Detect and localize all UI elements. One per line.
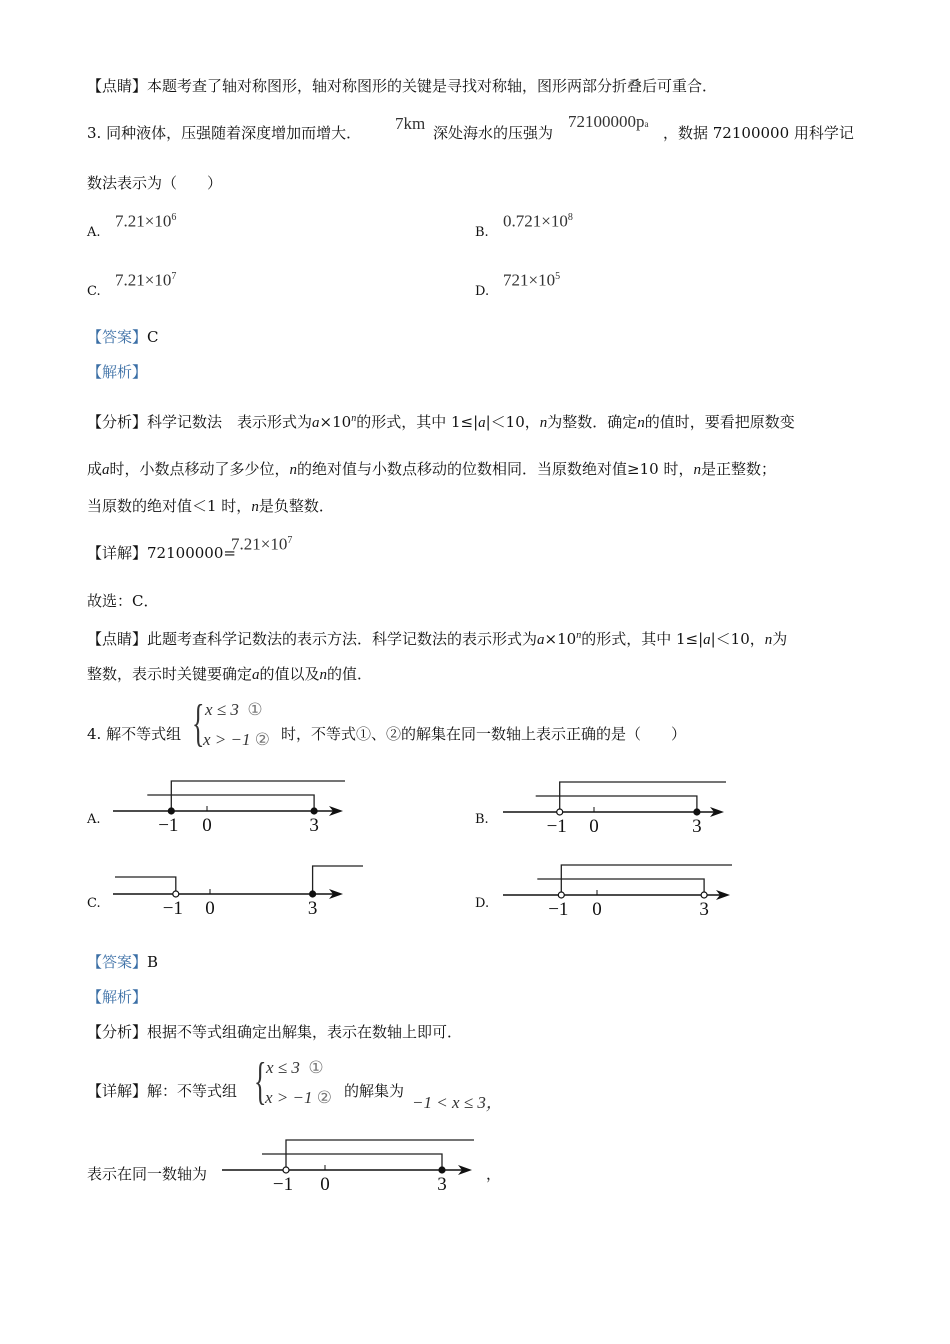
pressure-unit-sub: a — [644, 119, 649, 129]
tick-label-p3: 3 — [307, 898, 318, 919]
tick-label-m1: −1 — [272, 1174, 294, 1195]
text-run: n — [351, 413, 357, 424]
text-run: 的形式，其中 1≤| — [356, 413, 479, 431]
question-number: 3. — [87, 124, 102, 142]
q4-answer — [87, 952, 158, 972]
text-run: 的形式，其中 1≤| — [581, 630, 704, 648]
pressure-unit: p — [636, 112, 645, 131]
open-point-three — [701, 892, 707, 898]
tick-label-m1: −1 — [546, 816, 567, 837]
text-run: x > −1 — [203, 730, 251, 749]
q4-detail-ineq1 — [266, 1058, 324, 1078]
text-run: n — [764, 632, 773, 648]
tick-label-m1: −1 — [548, 899, 569, 920]
text-run: 72100000= — [147, 544, 236, 562]
option-letter-c: C. — [87, 896, 101, 911]
open-point-minus-one — [173, 891, 179, 897]
ray-less-equal-three — [537, 879, 704, 895]
answer-value: C — [147, 328, 159, 346]
q4-fenxi — [87, 1022, 462, 1042]
text-run: 4. — [87, 725, 102, 743]
text-run: 为 — [772, 630, 788, 648]
tip-tag: 【点睛】 — [87, 77, 148, 95]
q3-stem — [87, 123, 361, 143]
arrow-icon — [458, 1165, 472, 1175]
tick-label-p3: 3 — [692, 816, 702, 837]
open-point-minus-one — [283, 1167, 289, 1173]
text-run: 7.21×10 — [231, 534, 288, 554]
text-run: 【分析】 — [87, 413, 148, 431]
stem-text-4: 数法表示为（ ） — [87, 174, 223, 192]
text-run: 的值时，要看把原数变 — [644, 413, 795, 431]
text-run: 科学记数法 表示形式为 — [147, 413, 313, 431]
text-run: −1 < x ≤ 3 — [412, 1093, 486, 1112]
text-run: 此题考查科学记数法的表示方法．科学记数法的表示形式为 — [147, 630, 538, 648]
text-run: a — [703, 632, 711, 648]
option-base: 0.721×10 — [503, 211, 568, 231]
ray-less-equal-three — [536, 796, 697, 812]
q4-stem — [87, 724, 181, 744]
q4-stem-2: 时，不等式①、②的解集在同一数轴上表示正确的是（ ） — [281, 725, 687, 743]
text-run: B — [147, 953, 159, 971]
q3-detail — [87, 543, 236, 563]
option-letter: A. — [87, 225, 101, 240]
text-run: 解：不等式组 — [147, 1082, 238, 1100]
text-run: x ≤ 3 — [266, 1058, 300, 1077]
answer-tag: 【答案】 — [87, 328, 148, 346]
text-run: 解不等式组 — [106, 725, 182, 743]
brace-icon: { — [254, 1053, 267, 1110]
tick-label-m1: −1 — [162, 898, 183, 919]
tick-label-zero: 0 — [202, 815, 212, 836]
ray-greater-than-minus-one — [561, 865, 732, 895]
text-run: ① — [308, 1058, 324, 1077]
option-exp: 7 — [171, 271, 177, 282]
option-exp: 6 — [171, 212, 177, 223]
q4-axis-text: 表示在同一数轴为 — [87, 1165, 208, 1183]
tip-text: 本题考查了轴对称图形，轴对称图形的关键是寻找对称轴，图形两部分折叠后可重合． — [147, 77, 718, 95]
q3-tip-line1 — [87, 626, 787, 650]
pressure-value — [568, 112, 649, 134]
ray-left-of-minus-one — [115, 877, 176, 894]
tick-label-m1: −1 — [158, 815, 179, 836]
text-run: 的绝对值与小数点移动的位数相同．当原数绝对值≥10 时， — [297, 460, 694, 478]
q4-axis-comma: ， — [486, 1165, 502, 1183]
q3-fenxi-line2 — [87, 459, 776, 480]
option-exp: 5 — [555, 271, 561, 282]
tick-label-zero: 0 — [592, 899, 602, 920]
text-run: 【答案】 — [87, 953, 148, 971]
stem-text-3: ，数据 72100000 用科学记 — [663, 124, 854, 142]
text-run: 7 — [287, 535, 293, 546]
text-run: 是负整数． — [258, 497, 334, 515]
text-run: 的值以及 — [259, 665, 320, 683]
text-run: a — [478, 415, 486, 431]
q4-analysis-tag: 【解析】 — [87, 988, 148, 1006]
text-run: ② — [254, 730, 270, 749]
text-run: |＜10， — [710, 630, 765, 648]
text-run: n — [637, 415, 645, 431]
q4-detail — [87, 1081, 237, 1101]
option-letter-d: D. — [475, 896, 490, 911]
text-run: a — [312, 415, 320, 431]
ray-right-of-three — [313, 866, 363, 894]
depth-value: 7km — [395, 114, 426, 133]
option-letter-a: A. — [87, 812, 101, 827]
closed-point-three — [439, 1167, 445, 1173]
ray-greater-than-minus-one — [286, 1140, 474, 1170]
text-run: n — [289, 462, 298, 478]
text-run: ， — [485, 1093, 503, 1112]
closed-point-three — [694, 809, 700, 815]
text-run: a — [537, 632, 545, 648]
ray-less-equal-three — [262, 1154, 442, 1170]
option-letter: B. — [475, 225, 489, 240]
option-letter: D. — [475, 284, 490, 299]
text-run: x ≤ 3 — [205, 700, 239, 719]
text-run: n — [251, 499, 259, 515]
tick-label-p3: 3 — [437, 1174, 447, 1195]
option-base: 7.21×10 — [115, 270, 172, 290]
text-run: 【详解】 — [87, 544, 148, 562]
arrow-icon — [329, 889, 343, 899]
text-run: 【分析】 — [87, 1023, 148, 1041]
closed-point-three — [311, 808, 317, 814]
q4-ineq2 — [203, 730, 270, 750]
text-run: x > −1 — [265, 1088, 313, 1107]
text-run: ×10 — [319, 413, 352, 431]
text-run: 是正整数； — [700, 460, 776, 478]
text-run: 根据不等式组确定出解集，表示在数轴上即可． — [147, 1023, 463, 1041]
q4-detail-ineq2 — [265, 1088, 332, 1108]
analysis-tag: 【解析】 — [87, 363, 148, 381]
q2-tip — [87, 76, 717, 96]
pressure-number: 72100000 — [568, 112, 636, 131]
ray-greater-than-minus-one — [560, 782, 726, 812]
text-run: n — [576, 630, 582, 641]
text-run: n — [693, 462, 701, 478]
option-letter-b: B. — [475, 812, 489, 827]
q3-detail-result — [231, 531, 292, 555]
text-run: 【点睛】 — [87, 630, 148, 648]
ray-less-equal-three — [147, 795, 314, 811]
closed-point-three — [310, 891, 316, 897]
tick-label-p3: 3 — [699, 899, 709, 920]
text-run: ×10 — [544, 630, 577, 648]
option-exp: 8 — [567, 212, 573, 223]
q4-solution — [412, 1093, 503, 1113]
q3-fenxi-line3 — [87, 496, 334, 517]
text-run: a — [252, 667, 260, 683]
text-run: 的值． — [327, 665, 373, 683]
q3-tip-line2 — [87, 664, 372, 685]
text-run: 为整数．确定 — [547, 413, 638, 431]
text-run: 整数，表示时关键要确定 — [87, 665, 253, 683]
arrow-icon — [716, 890, 730, 900]
text-run: n — [539, 415, 548, 431]
q3-choose: 故选：C． — [87, 592, 159, 610]
q4-detail-b: 的解集为 — [344, 1082, 405, 1100]
option-letter: C. — [87, 284, 101, 299]
text-run: n — [319, 667, 328, 683]
open-point-minus-one — [557, 809, 563, 815]
text-run: 【详解】 — [87, 1082, 148, 1100]
text-run: |＜10， — [485, 413, 540, 431]
open-point-minus-one — [558, 892, 564, 898]
arrow-icon — [710, 807, 724, 817]
text-run: 时，小数点移动了多少位， — [109, 460, 290, 478]
closed-point-minus-one — [168, 808, 174, 814]
tick-label-zero: 0 — [320, 1174, 330, 1195]
text-run: 成 — [87, 460, 103, 478]
arrow-icon — [329, 806, 343, 816]
tick-label-p3: 3 — [309, 815, 319, 836]
text-run: ② — [316, 1088, 332, 1107]
ray-greater-than-minus-one — [171, 781, 345, 811]
tick-label-zero: 0 — [205, 898, 215, 919]
brace-icon: { — [192, 695, 205, 752]
option-base: 721×10 — [503, 270, 556, 290]
stem-text: 同种液体，压强随着深度增加而增大． — [106, 124, 362, 142]
text-run: a — [102, 462, 110, 478]
option-base: 7.21×10 — [115, 211, 172, 231]
stem-text-2: 深处海水的压强为 — [433, 124, 554, 142]
q3-answer — [87, 327, 159, 347]
tick-label-zero: 0 — [589, 816, 599, 837]
text-run: 当原数的绝对值＜1 时， — [87, 497, 252, 515]
q3-fenxi-line1 — [87, 409, 795, 433]
text-run: ① — [247, 700, 263, 719]
q4-ineq1 — [205, 700, 263, 720]
